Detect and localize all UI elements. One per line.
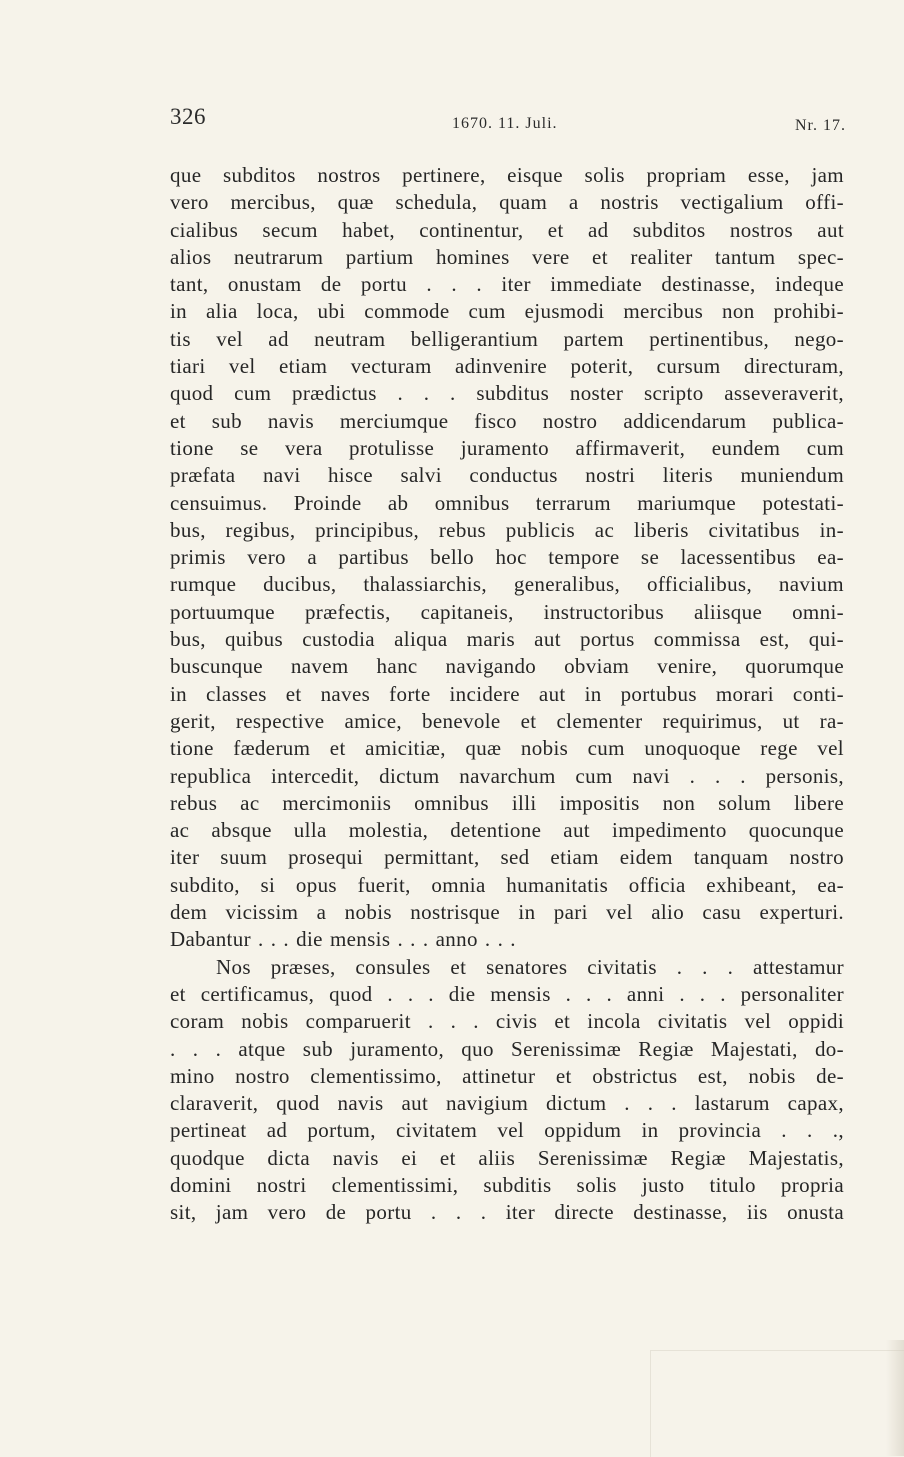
- text-line: præfata navi hisce salvi conductus nostri literis muniendum: [170, 463, 844, 488]
- text-line: rebus ac mercimoniis omnibus illi impositis non solum libere: [170, 790, 844, 815]
- text-line: iter suum prosequi permittant, sed etiam eidem tanquam nostro: [170, 845, 844, 870]
- text-line: pertineat ad portum, civitatem vel oppidum in provincia . . .,: [170, 1118, 844, 1143]
- scan-artifact: [650, 1350, 904, 1457]
- text-line: vero mercibus, quæ schedula, quam a nostris vectigalium offi-: [170, 190, 844, 215]
- text-line: primis vero a partibus bello hoc tempore se lacessentibus ea-: [170, 545, 844, 570]
- page-header: [170, 104, 848, 144]
- document-number: Nr. 17.: [795, 117, 846, 134]
- text-line: que subditos nostros pertinere, eisque solis propriam esse, jam: [170, 163, 844, 187]
- text-line: censuimus. Proinde ab omnibus terrarum mariumque potestati-: [170, 490, 844, 515]
- text-line: sit, jam vero de portu . . . iter directe destinasse, iis onusta: [170, 1200, 844, 1225]
- text-line: quodque dicta navis ei et aliis Serenissimæ Regiæ Majestatis,: [170, 1145, 844, 1170]
- page-edge-shadow: [886, 1340, 904, 1456]
- text-line: . . . atque sub juramento, quo Serenissimæ Regiæ Majestati, do-: [170, 1036, 844, 1061]
- text-line: et certificamus, quod . . . die mensis . . . anni . . . personaliter: [170, 981, 844, 1006]
- text-line: tione se vera protulisse juramento affirmaverit, eundem cum: [170, 435, 844, 460]
- text-line: gerit, respective amice, benevole et clementer requirimus, ut ra-: [170, 708, 844, 733]
- text-line: et sub navis merciumque fisco nostro addicendarum publica-: [170, 408, 844, 433]
- text-line: bus, quibus custodia aliqua maris aut portus commissa est, qui-: [170, 627, 844, 652]
- text-line: tiari vel etiam vecturam adinvenire poterit, cursum directuram,: [170, 354, 844, 379]
- text-line: claraverit, quod navis aut navigium dictum . . . lastarum capax,: [170, 1091, 844, 1116]
- text-line: domini nostri clementissimi, subditis solis justo titulo propria: [170, 1172, 844, 1197]
- text-line: tis vel ad neutram belligerantium partem pertinentibus, nego-: [170, 326, 844, 351]
- text-line: tione fæderum et amicitiæ, quæ nobis cum unoquoque rege vel: [170, 736, 844, 761]
- document-date: 1670. 11. Juli.: [452, 115, 558, 132]
- body-text: [170, 162, 844, 1227]
- text-line: dem vicissim a nobis nostrisque in pari vel alio casu experturi.: [170, 900, 844, 925]
- text-line: mino nostro clementissimo, attinetur et obstrictus est, nobis de-: [170, 1063, 844, 1088]
- text-line: bus, regibus, principibus, rebus publicis ac liberis civitatibus in-: [170, 517, 844, 542]
- text-line: republica intercedit, dictum navarchum cum navi . . . personis,: [170, 763, 844, 788]
- text-line: buscunque navem hanc navigando obviam venire, quorumque: [170, 654, 844, 679]
- text-line: portuumque præfectis, capitaneis, instructoribus aliisque omni-: [170, 599, 844, 624]
- text-line: Nos præses, consules et senatores civitatis . . . attestamur: [216, 954, 844, 979]
- text-line: alios neutrarum partium homines vere et realiter tantum spec-: [170, 244, 844, 269]
- text-line: in alia loca, ubi commode cum ejusmodi mercibus non prohibi-: [170, 299, 844, 324]
- text-line: rumque ducibus, thalassiarchis, generalibus, officialibus, navium: [170, 572, 844, 597]
- text-line: cialibus secum habet, continentur, et ad subditos nostros aut: [170, 217, 844, 242]
- text-line: coram nobis comparuerit . . . civis et incola civitatis vel oppidi: [170, 1009, 844, 1034]
- text-line: tant, onustam de portu . . . iter immediate destinasse, indeque: [170, 272, 844, 297]
- text-line: in classes et naves forte incidere aut in portubus morari conti-: [170, 681, 844, 706]
- text-line: ac absque ulla molestia, detentione aut impedimento quocunque: [170, 818, 844, 843]
- text-line: subdito, si opus fuerit, omnia humanitatis officia exhibeant, ea-: [170, 872, 844, 897]
- text-line: Dabantur . . . die mensis . . . anno . . .: [170, 927, 516, 952]
- text-line: quod cum prædictus . . . subditus noster scripto asseveraverit,: [170, 381, 844, 406]
- page-number: 326: [170, 104, 206, 129]
